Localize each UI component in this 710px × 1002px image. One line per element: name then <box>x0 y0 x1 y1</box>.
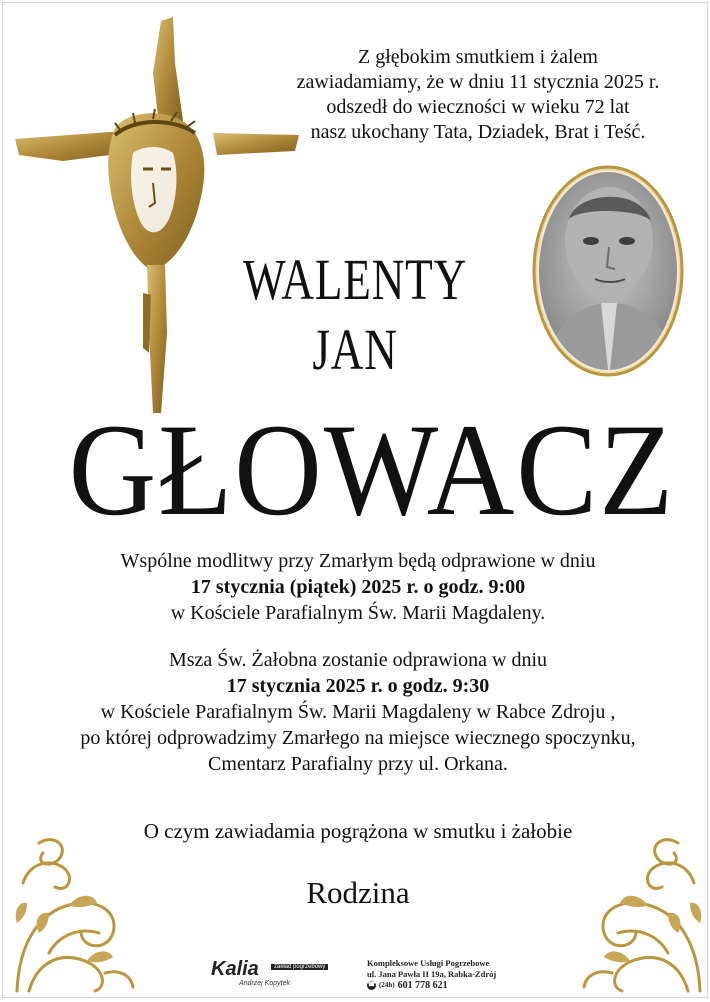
cemetery-line: Cmentarz Parafialny przy ul. Orkana. <box>208 753 508 775</box>
intro-line: Z głębokim smutkiem i żalem <box>358 46 598 68</box>
closing-line: O czym zawiadamia pogrążona w smutku i żałobie <box>143 819 573 843</box>
surname: GŁOWACZ <box>68 396 676 543</box>
company-address: ul. Jana Pawła II 19a, Rabka-Zdrój <box>367 969 497 979</box>
intro-line: zawiadamiamy, że w dniu 11 stycznia 2025 r. <box>296 71 660 93</box>
family-signature: Rodzina <box>306 875 410 910</box>
floral-flourish-icon <box>578 823 708 993</box>
phone-icon: ☎ <box>367 982 376 988</box>
prayer-place: w Kościele Parafialnym Św. Marii Magdaleny. <box>170 602 546 624</box>
deceased-portrait <box>531 163 685 379</box>
prayer-datetime: 17 stycznia (piątek) 2025 r. o godz. 9:00 <box>190 576 526 598</box>
company-services: Kompleksowe Usługi Pogrzebowe <box>367 958 490 968</box>
mass-line: po której odprowadzimy Zmarłego na miejsce wiecznego spoczynku, <box>80 727 636 749</box>
company-info <box>367 958 527 991</box>
funeral-home-logo <box>211 958 361 994</box>
phone-number: 601 778 621 <box>397 980 448 991</box>
prayer-line: Wspólne modlitwy przy Zmarłym będą odprawione w dniu <box>120 550 596 572</box>
mass-line: Msza Św. Żałobna zostanie odprawiona w dniu <box>168 649 548 671</box>
announcement-text <box>278 45 678 145</box>
obituary-page <box>2 2 708 998</box>
floral-flourish-icon <box>9 823 139 993</box>
phone-hours: (24h) <box>379 981 395 989</box>
mass-place: w Kościele Parafialnym Św. Marii Magdaleny w Rabce Zdroju , <box>100 701 616 723</box>
funeral-mass-info <box>23 647 693 777</box>
first-names: WALENTY JAN <box>242 247 468 382</box>
intro-line: odszedł do wieczności w wieku 72 lat <box>326 96 630 118</box>
company-phone <box>367 980 527 991</box>
logo-wordmark: Kalia <box>211 958 259 980</box>
logo-tagline: zakład pogrzebowy <box>271 964 328 970</box>
logo-owner: Andrzej Kopytek <box>239 980 290 987</box>
intro-line: nasz ukochany Tata, Dziadek, Brat i Teść. <box>310 121 646 143</box>
mass-datetime: 17 stycznia 2025 r. o godz. 9:30 <box>226 675 490 697</box>
prayer-info <box>23 548 693 626</box>
